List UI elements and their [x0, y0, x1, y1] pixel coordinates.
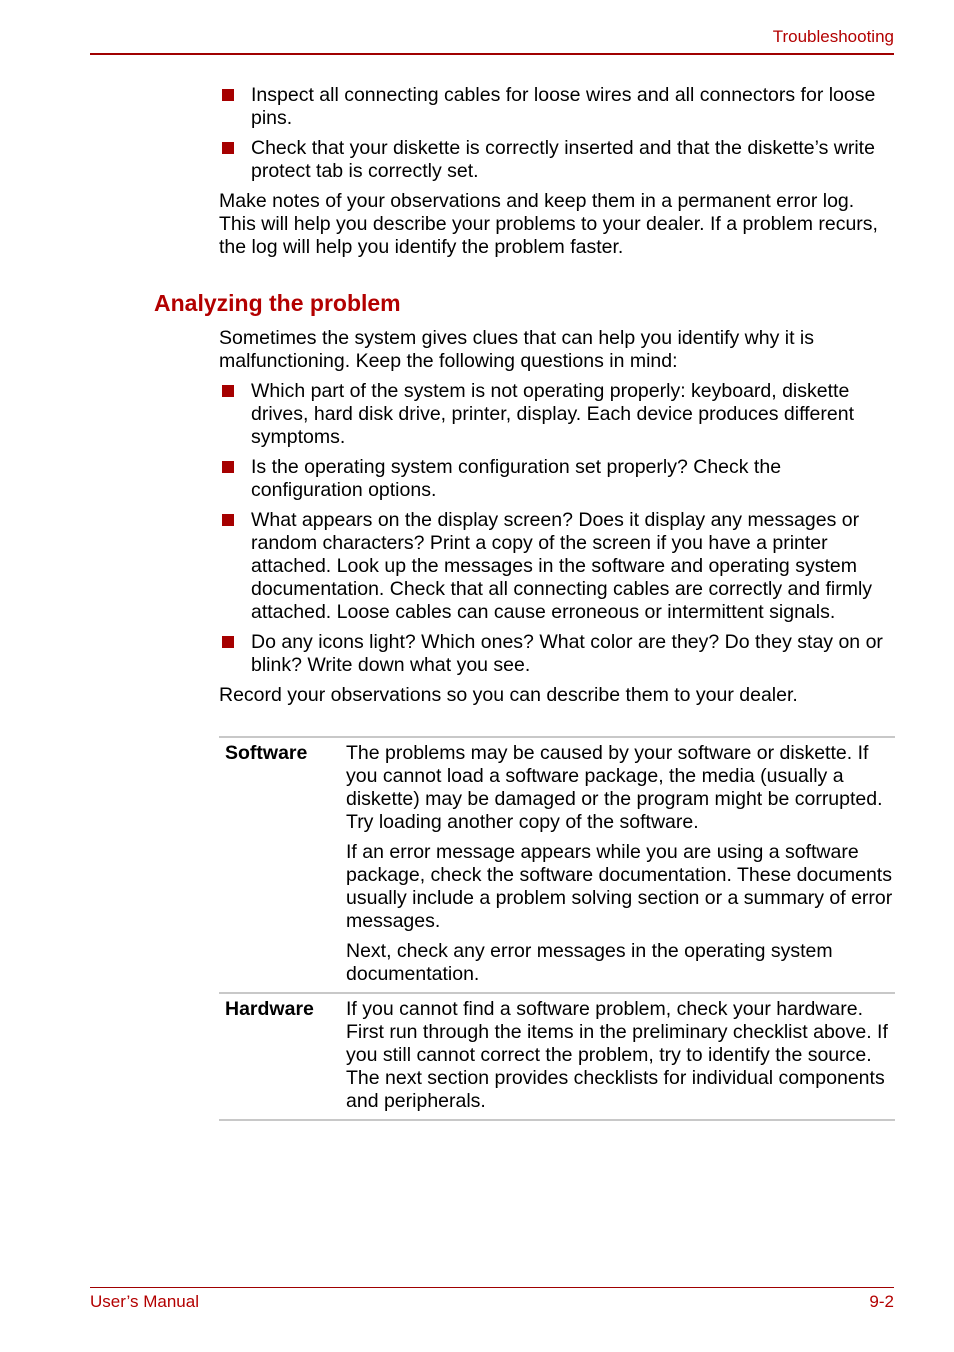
intro-block [219, 84, 894, 266]
bullet-text: Inspect all connecting cables for loose wires and all connectors for loose pins. [251, 84, 876, 129]
description-paragraph: If you cannot find a software problem, check your hardware. First run through the items in the preliminary checklist above. If you still cannot correct the problem, try to identify the source. The next section provides checklists for individual components and peripherals. [346, 998, 888, 1112]
bullet-text: Which part of the system is not operating properly: keyboard, diskette drives, hard disk drive, printer, display. Each device produces different symptoms. [251, 380, 855, 448]
bullet-item [219, 137, 894, 183]
problem-table [219, 736, 895, 1121]
footer-rule [90, 1287, 894, 1288]
bullet-item [219, 456, 894, 502]
bullet-item [219, 84, 894, 130]
section-heading: Analyzing the problem [154, 290, 401, 316]
table-row-hardware [219, 992, 895, 1121]
description-paragraph: If an error message appears while you are using a software package, check the software documentation. These documents usually include a problem solving section or a summary of error messages. [346, 841, 893, 932]
section-body [219, 327, 894, 714]
footer-manual-title: User’s Manual [90, 1292, 199, 1311]
square-bullet-icon [222, 514, 234, 526]
bullet-item [219, 380, 894, 449]
square-bullet-icon [222, 636, 234, 648]
page-header-title: Troubleshooting [772, 27, 894, 46]
square-bullet-icon [222, 142, 234, 154]
bullet-text: What appears on the display screen? Does it display any messages or random characters? Print a copy of the screen if you have a printer attached. Look up the messages in the software and operating system documentation. Check that all connecting cables are correctly and firmly attached. Loose cables can cause erroneous or intermittent signals. [251, 509, 873, 623]
section-closing: Record your observations so you can describe them to your dealer. [219, 684, 798, 706]
table-description [346, 998, 895, 1113]
header-rule [90, 53, 894, 55]
bullet-text: Is the operating system configuration set properly? Check the configuration options. [251, 456, 782, 501]
section-intro: Sometimes the system gives clues that can help you identify why it is malfunctioning. Keep the following questions in mind: [219, 327, 815, 372]
bullet-text: Do any icons light? Which ones? What color are they? Do they stay on or blink? Write down what you see. [251, 631, 883, 676]
bullet-item [219, 509, 894, 624]
page-number: 9-2 [869, 1292, 894, 1311]
bullet-text: Check that your diskette is correctly inserted and that the diskette’s write protect tab is correctly set. [251, 137, 875, 182]
intro-paragraph: Make notes of your observations and keep them in a permanent error log. This will help you describe your problems to your dealer. If a problem recurs, the log will help you identify the problem faster. [219, 190, 878, 258]
description-paragraph: Next, check any error messages in the operating system documentation. [346, 940, 833, 985]
bullet-item [219, 631, 894, 677]
description-paragraph: The problems may be caused by your software or diskette. If you cannot load a software package, the media (usually a diskette) may be damaged or the program might be corrupted. Try loading another copy of the software. [346, 742, 883, 833]
table-description [346, 742, 895, 986]
square-bullet-icon [222, 89, 234, 101]
table-term: Software [225, 742, 308, 764]
table-term: Hardware [225, 998, 314, 1020]
square-bullet-icon [222, 461, 234, 473]
square-bullet-icon [222, 385, 234, 397]
table-row-software [219, 736, 895, 992]
